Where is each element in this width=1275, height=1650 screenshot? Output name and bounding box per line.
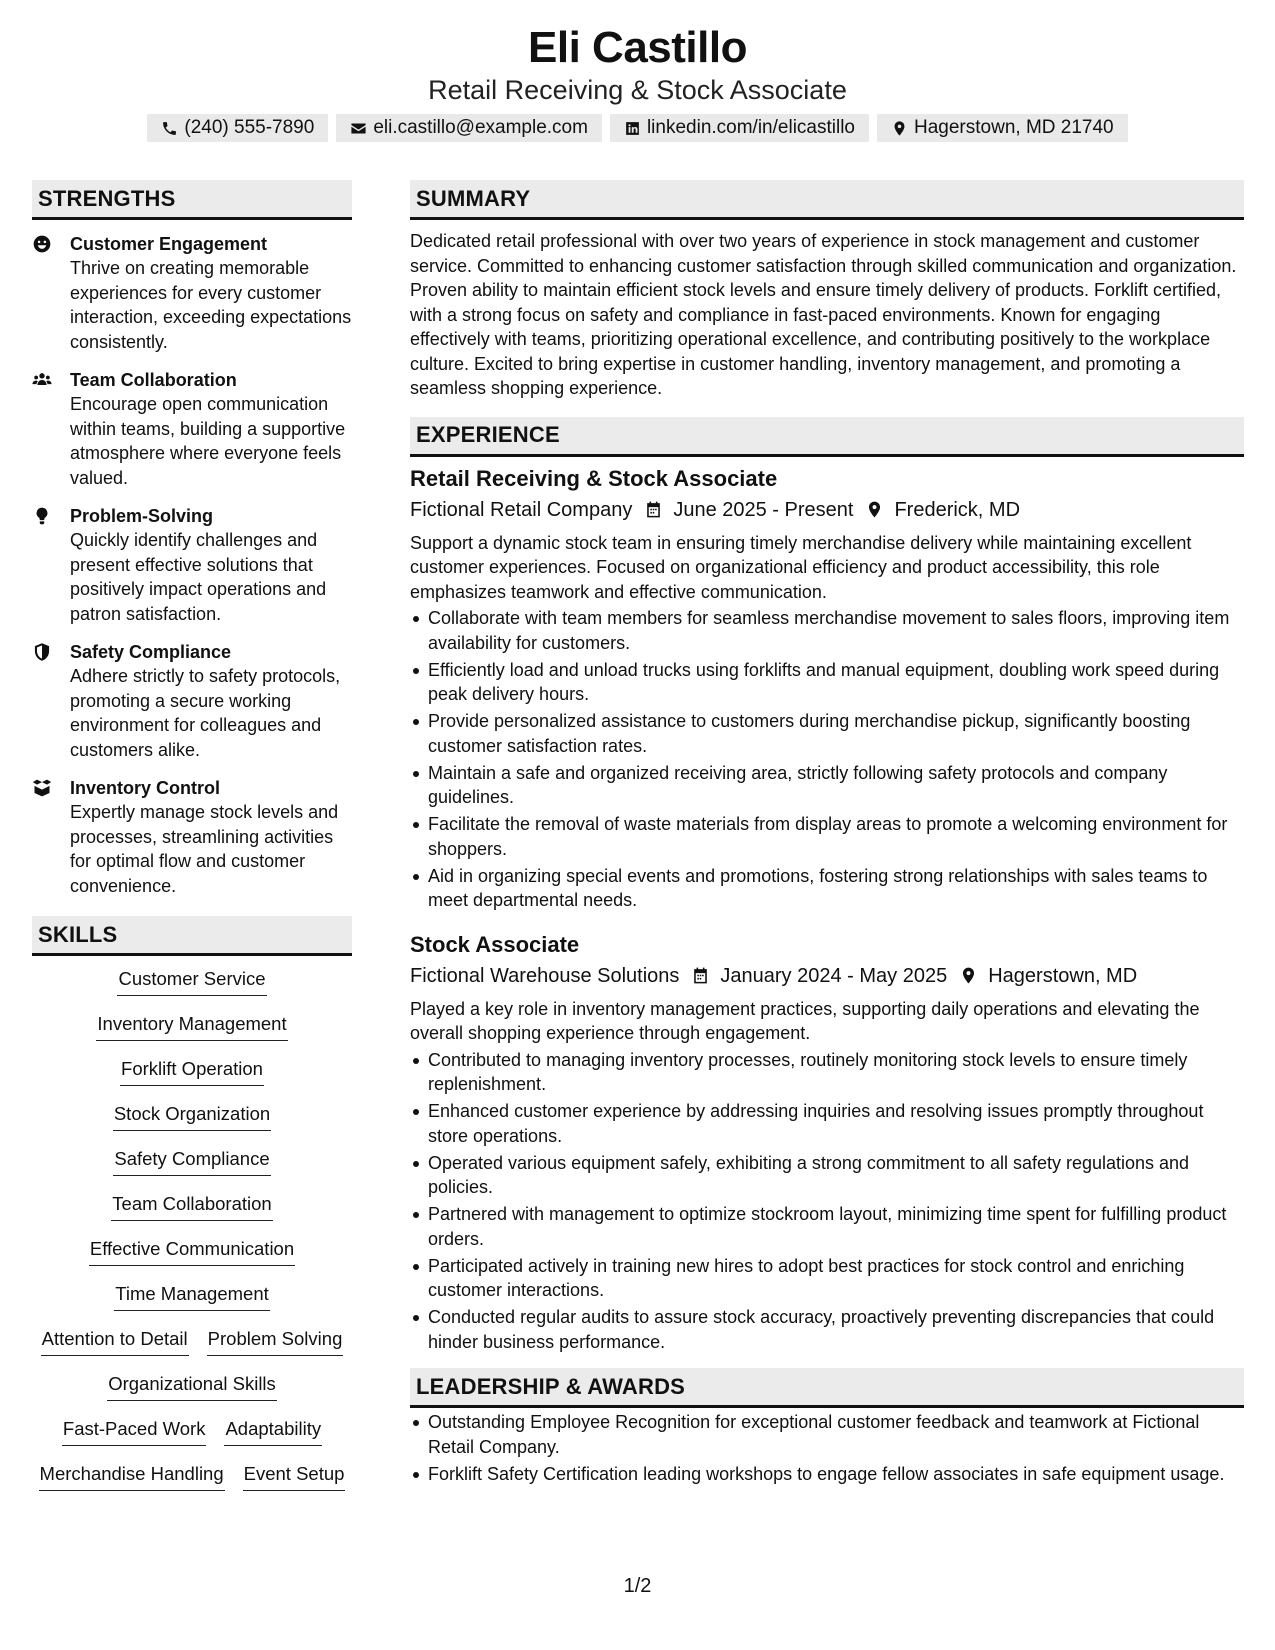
map-pin-icon (959, 966, 978, 985)
awards-heading: LEADERSHIP & AWARDS (410, 1368, 1244, 1408)
skills-section (32, 916, 352, 1506)
skill-tag: Forklift Operation (120, 1056, 264, 1086)
candidate-name: Eli Castillo (528, 23, 747, 72)
strength-item (32, 640, 352, 762)
strength-item (32, 368, 352, 490)
job-description: Played a key role in inventory management practices, supporting daily operations and elevating the overall shopping experience through engagement. (410, 998, 1200, 1043)
list-item: Forklift Safety Certification leading workshops to engage fellow associates in safe equipment usage. (410, 1462, 1244, 1487)
list-item: Collaborate with team members for seamless merchandise movement to sales floors, improving item availability for customers. (410, 606, 1244, 655)
skill-tag: Safety Compliance (113, 1146, 270, 1176)
job-entry (410, 465, 1244, 913)
list-item: Enhanced customer experience by addressing inquiries and resolving issues promptly throughout store operations. (410, 1099, 1244, 1148)
summary-text: Dedicated retail professional with over two years of experience in stock management and customer service. Committed to enhancing customer satisfaction through skilled communication and organization. Proven ability to maintain efficient stock levels and ensure timely delivery of products. Forklift certified, with a strong focus on safety and compliance in fast-paced environments. Known for engaging effectively with teams, prioritizing operational excellence, and contributing positively to the workplace culture. Excited to bring expertise in customer handling, inventory management, and promoting a seamless shopping experience. (410, 231, 1237, 398)
skill-tag: Customer Service (117, 966, 266, 996)
strength-title: Customer Engagement (70, 234, 268, 254)
job-location: Hagerstown, MD (988, 964, 1138, 987)
skill-tag: Event Setup (243, 1461, 346, 1491)
skills-list (32, 966, 352, 1506)
strength-item (32, 232, 352, 354)
job-description: Support a dynamic stock team in ensuring timely merchandise delivery while maintaining excellent customer experiences. Focused on organizational efficiency and product accessibility, this role emphasizes teamwork and effective communication. (410, 532, 1192, 602)
resume-header (0, 22, 1275, 142)
summary-heading: SUMMARY (410, 180, 1244, 220)
contact-linkedin[interactable] (610, 114, 869, 142)
contact-bar (0, 114, 1275, 142)
strength-description: Thrive on creating memorable experiences for every customer interaction, exceeding expectations consistently. (70, 258, 352, 352)
job-entry (410, 931, 1244, 1355)
list-item: Outstanding Employee Recognition for exceptional customer feedback and teamwork at Fictional Retail Company. (410, 1410, 1244, 1459)
job-company: Fictional Warehouse Solutions (410, 964, 680, 987)
contact-phone-text: (240) 555-7890 (184, 117, 315, 138)
list-item: Operated various equipment safely, exhibiting a strong commitment to all safety regulations and policies. (410, 1151, 1244, 1200)
skill-tag: Merchandise Handling (39, 1461, 225, 1491)
calendar-icon (691, 966, 710, 985)
skill-tag: Time Management (114, 1281, 270, 1311)
list-item: Efficiently load and unload trucks using forklifts and manual equipment, doubling work speed during peak delivery hours. (410, 658, 1244, 707)
skill-tag: Attention to Detail (41, 1326, 189, 1356)
list-item: Participated actively in training new hires to adopt best practices for stock control and enriching customer interactions. (410, 1254, 1244, 1303)
calendar-icon (644, 500, 663, 519)
skills-heading: SKILLS (32, 916, 352, 956)
job-meta (410, 961, 1244, 991)
skill-tag: Problem Solving (207, 1326, 344, 1356)
skill-tag: Effective Communication (89, 1236, 295, 1266)
job-bullets (410, 1048, 1244, 1355)
users-icon (32, 370, 52, 390)
skill-tag: Adaptability (224, 1416, 322, 1446)
job-company: Fictional Retail Company (410, 498, 633, 521)
job-title: Retail Receiving & Stock Associate (410, 465, 778, 491)
strength-item (32, 776, 352, 898)
smile-icon (32, 234, 52, 254)
strength-description: Expertly manage stock levels and processes, streamlining activities for optimal flow and customer convenience. (70, 802, 339, 896)
lightbulb-icon (32, 506, 52, 526)
phone-icon (161, 120, 178, 137)
left-column (32, 180, 352, 1506)
strength-description: Encourage open communication within teams, building a supportive atmosphere where everyone feels valued. (70, 394, 346, 488)
job-meta (410, 495, 1244, 525)
shield-icon (32, 642, 52, 662)
skill-tag: Organizational Skills (107, 1371, 277, 1401)
list-item: Conducted regular audits to assure stock accuracy, proactively preventing discrepancies that could hinder business performance. (410, 1305, 1244, 1354)
skill-tag: Team Collaboration (111, 1191, 272, 1221)
list-item: Aid in organizing special events and promotions, fostering strong relationships with sales teams to meet departmental needs. (410, 864, 1244, 913)
map-pin-icon (891, 120, 908, 137)
page-number: 1/2 (623, 1575, 652, 1597)
strength-title: Safety Compliance (70, 642, 232, 662)
job-dates: June 2025 - Present (673, 498, 854, 521)
strengths-list (32, 232, 352, 898)
list-item: Provide personalized assistance to customers during merchandise pickup, significantly boosting customer satisfaction rates. (410, 709, 1244, 758)
experience-heading: EXPERIENCE (410, 417, 1244, 457)
job-bullets (410, 606, 1244, 913)
strength-description: Adhere strictly to safety protocols, promoting a secure working environment for colleagues and customers alike. (70, 666, 341, 760)
skill-tag: Fast-Paced Work (62, 1416, 207, 1446)
job-location: Frederick, MD (894, 498, 1021, 521)
list-item: Maintain a safe and organized receiving area, strictly following safety protocols and company guidelines. (410, 761, 1244, 810)
skill-tag: Inventory Management (96, 1011, 287, 1041)
map-pin-icon (865, 500, 884, 519)
strength-title: Problem-Solving (70, 506, 214, 526)
strength-title: Team Collaboration (70, 370, 237, 390)
list-item: Facilitate the removal of waste materials from display areas to promote a welcoming environment for shoppers. (410, 812, 1244, 861)
right-column (410, 180, 1244, 1489)
candidate-title: Retail Receiving & Stock Associate (428, 75, 847, 105)
linkedin-icon (624, 120, 641, 137)
envelope-icon (350, 120, 367, 137)
skill-tag: Stock Organization (113, 1101, 271, 1131)
awards-section (410, 1368, 1244, 1486)
awards-list (410, 1410, 1244, 1486)
list-item: Partnered with management to optimize stockroom layout, minimizing time spent for fulfilling product orders. (410, 1202, 1244, 1251)
experience-section (410, 417, 1244, 1355)
contact-email-text: eli.castillo@example.com (373, 117, 588, 138)
list-item: Contributed to managing inventory processes, routinely monitoring stock levels to ensure timely replenishment. (410, 1048, 1244, 1097)
contact-email[interactable] (336, 114, 602, 142)
box-open-icon (32, 778, 52, 798)
contact-location-text: Hagerstown, MD 21740 (914, 117, 1114, 138)
strength-description: Quickly identify challenges and present effective solutions that positively impact operations and patron satisfaction. (70, 530, 327, 624)
job-title: Stock Associate (410, 931, 580, 957)
contact-linkedin-text: linkedin.com/in/elicastillo (646, 117, 855, 138)
contact-phone[interactable] (147, 114, 328, 142)
strength-title: Inventory Control (70, 778, 221, 798)
contact-location (877, 114, 1128, 142)
strengths-heading: STRENGTHS (32, 180, 352, 220)
job-dates: January 2024 - May 2025 (720, 964, 948, 987)
strength-item (32, 504, 352, 626)
